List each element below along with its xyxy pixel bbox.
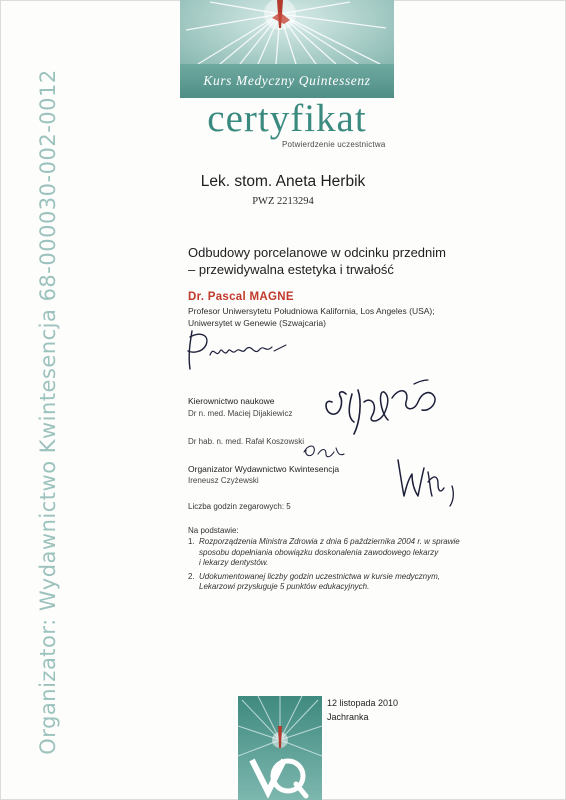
basis-item-number: 1. [188,537,195,546]
basis-intro: Na podstawie: [188,526,239,535]
course-series-label: Kurs Medyczny Quintessenz [203,73,371,88]
basis-item-line: Lekarzowi przysługuje 5 punktów edukacyjnych. [199,582,370,591]
koszowski-signature [300,434,350,462]
certificate-title: certyfikat [207,97,367,140]
scientific-management-person-2: Dr hab. n. med. Rafał Koszowski [188,437,305,446]
basis-item-line: sposobu dopełniania obowiązku doskonalenia zawodowego lekarzy [199,547,439,557]
organizer-person: Ireneusz Czyżewski [188,476,259,485]
basis-item-line: Rozporządzenia Ministra Zdrowia z dnia 6 października 2004 r. w sprawie [199,537,460,546]
basis-list [188,537,528,596]
basis-item-line: Udokumentowanej liczby godzin uczestnictwa w kursie medycznym, [199,571,440,581]
affiliation-line-1: Profesor Uniwersytetu Południowa Kalifornia, Los Angeles (USA); [188,306,435,316]
recipient-license-number: PWZ 2213294 [252,196,314,207]
scientific-management-label: Kierownictwo naukowe [188,396,275,406]
recipient-name: Lek. stom. Aneta Herbik [200,173,366,190]
basis-item-line: i lekarzy dentystów. [199,558,269,567]
quintessenz-logo [238,696,322,800]
course-title-line-2: – przewidywalna estetyka i trwałość [188,262,394,277]
czyzewski-signature [388,452,468,512]
basis-item [188,572,528,593]
basis-item [188,537,528,569]
hours-count: Liczba godzin zegarowych: 5 [188,502,291,511]
event-date: 12 listopada 2010 [327,698,399,708]
basis-item-number: 2. [188,571,195,581]
organizer-label: Organizator Wydawnictwo Kwintesencja [188,464,340,474]
lecturer-signature [182,325,292,373]
certificate-subtitle: Potwierdzenie uczestnictwa [282,140,386,149]
course-title-line-1: Odbudowy porcelanowe w odcinku przednim [188,245,446,260]
event-place: Jachranka [327,712,369,722]
organizer-vertical-text: Organizator: Wydawnictwo Kwintesencja 68-000030-002-0012 [36,69,60,755]
course-title [188,244,548,278]
scientific-management-person-1: Dr n. med. Maciej Dijakiewicz [188,409,293,418]
lecturer-name: Dr. Pascal MAGNE [188,291,294,303]
affiliation-line-2: Uniwersytet w Genewie (Szwajcaria) [188,317,326,328]
